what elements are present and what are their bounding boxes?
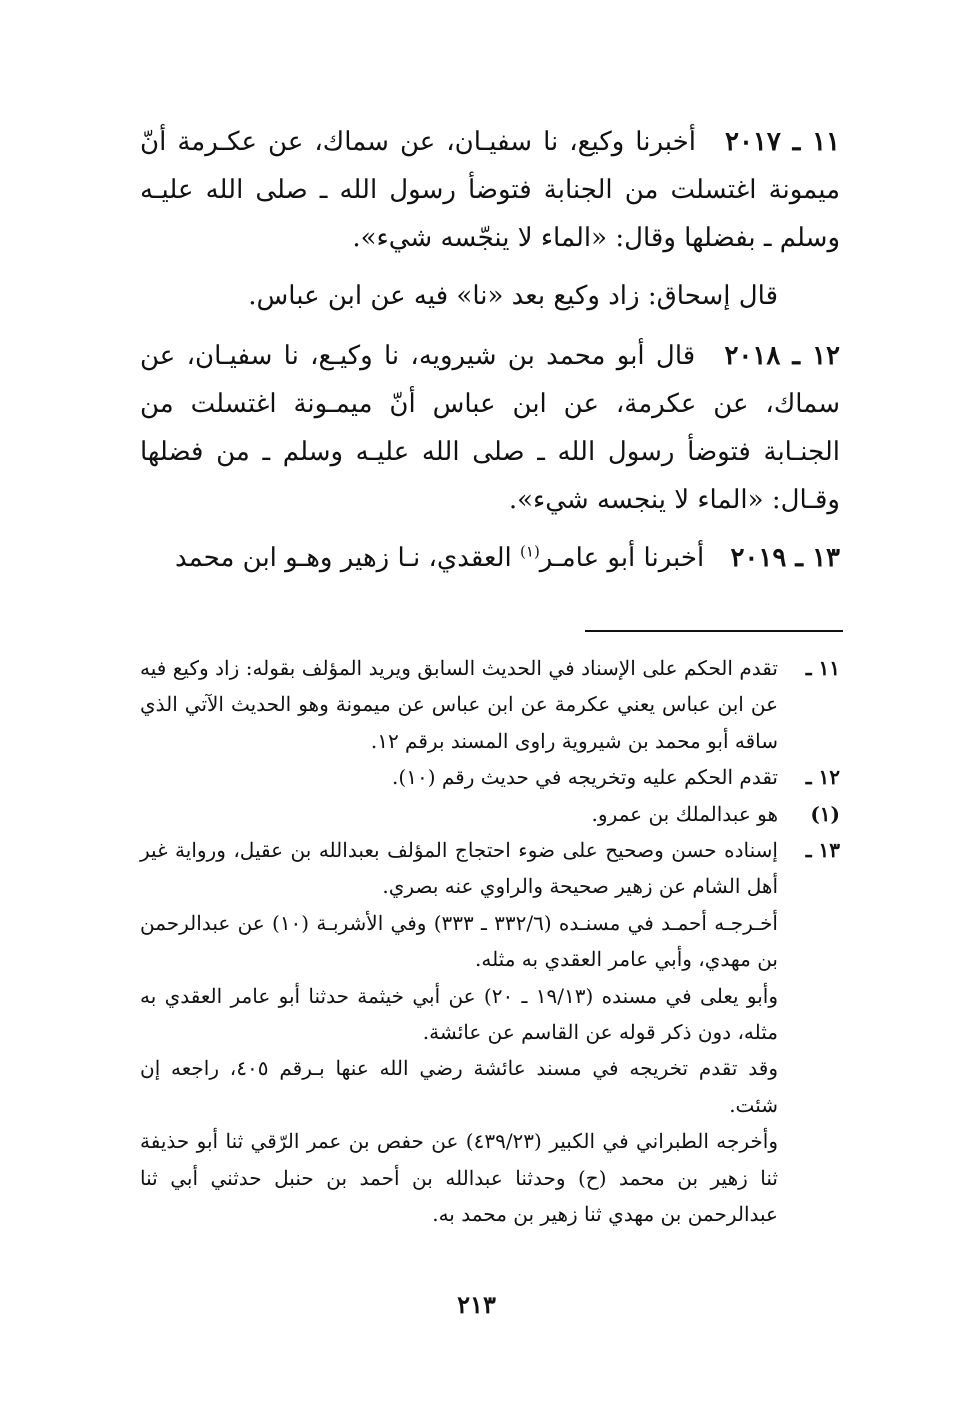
hadith-text: قال أبو محمد بن شيرويه، نا وكيـع، نا سفيـان، عن سماك، عن عكرمة، عن ابن عباس أنّ ميمـونة اغتسلت من الجنـابة فتوضأ رسول الله ـ صلى الله عليـه وسلم ـ من فضلها وقـال: «الماء لا ينجسه شيء». — [140, 341, 840, 515]
hadith-text-start: أخبرنا أبو عامـر — [539, 543, 705, 573]
footnote-13-tabarani — [140, 1123, 840, 1232]
footnote-text: وقد تقدم تخريجه في مسند عائشة رضي الله عنها بـرقم ٤٠٥، راجعه إن شئت. — [140, 1056, 778, 1117]
main-text — [140, 118, 840, 592]
footnote-13-ahmad — [140, 905, 840, 978]
footnote-label: ١١ ـ — [805, 656, 840, 680]
footnote-text: وأبو يعلى في مسنده (١٩/١٣ ـ ٢٠) عن أبي خيثمة حدثنا أبو عامر العقدي به مثله، دون ذكر قوله عن القاسم عن عائشة. — [140, 983, 778, 1045]
footnote-text: تقدم الحكم عليه وتخريجه في حديث رقم (١٠). — [392, 765, 778, 790]
footnote-text: أخـرجـه أحمـد في مسنـده (٣٣٢/٦ ـ ٣٣٣) وفي الأشربـة (١٠) عن عبدالرحمن بن مهدي، وأبي عامر العقدي به مثله. — [140, 910, 778, 972]
footnote-separator — [585, 630, 843, 632]
footnote-text: هو عبدالملك بن عمرو. — [591, 801, 778, 826]
hadith-number: ١٢ ـ ٢٠١٨ — [724, 341, 840, 371]
footnote-marker: (١) — [520, 542, 540, 561]
footnote-label: ١٣ ـ — [805, 838, 840, 863]
footnote-11 — [140, 650, 840, 759]
footnotes — [140, 650, 840, 1233]
footnote-text: تقدم الحكم على الإسناد في الحديث السابق ويريد المؤلف بقوله: زاد وكيع فيه عن ابن عباس يعني عكرمة عن ابن عباس عن ميمونة وهو الحديث الآتي الذي ساقه أبو محمد بن شيروية راوى المسند برقم ١٢. — [140, 656, 778, 753]
ishaq-note — [140, 272, 840, 320]
footnote-text: إسناده حسن وصحيح على ضوء احتجاج المؤلف بعبدالله بن عقيل، ورواية غير أهل الشام عن زهير صحيحة والراوي عنه بصري. — [140, 838, 778, 899]
footnote-13 — [140, 832, 840, 905]
hadith-text: أخبرنا وكيع، نا سفيـان، عن سماك، عن عكـرمة أنّ ميمونة اغتسلت من الجنابة فتوضأ رسول الله ـ صلى الله عليـه وسلم ـ بفضلها وقال: «الماء لا ينجّسه شيء». — [140, 127, 840, 253]
footnote-text: وأخرجه الطبراني في الكبير (٤٣٩/٢٣) عن حفص بن عمر الرّقي ثنا أبو حذيفة ثنا زهير بن محمد (ح) وحدثنا عبدالله بن أحمد بن حنبل حدثني أبي ثنا عبدالرحمن بن مهدي ثنا زهير بن محمد به. — [140, 1129, 778, 1227]
footnote-12 — [140, 759, 840, 795]
hadith-2017 — [140, 118, 840, 262]
footnote-label: (١) — [810, 801, 840, 826]
hadith-2018 — [140, 332, 840, 524]
footnote-label: ١٢ ـ — [805, 765, 840, 790]
footnote-1 — [140, 796, 840, 832]
hadith-2019 — [140, 534, 840, 582]
hadith-number: ١١ ـ ٢٠١٧ — [724, 127, 841, 157]
ishaq-text: قال إسحاق: زاد وكيع بعد «نا» فيه عن ابن عباس. — [248, 281, 778, 311]
footnote-13-abu-yala — [140, 978, 840, 1051]
footnote-13-aisha — [140, 1050, 840, 1123]
hadith-text-end: العقدي، نـا زهير وهـو ابن محمد — [175, 543, 521, 573]
hadith-number: ١٣ ـ ٢٠١٩ — [730, 543, 840, 573]
page-number: ٢١٣ — [457, 1290, 496, 1319]
